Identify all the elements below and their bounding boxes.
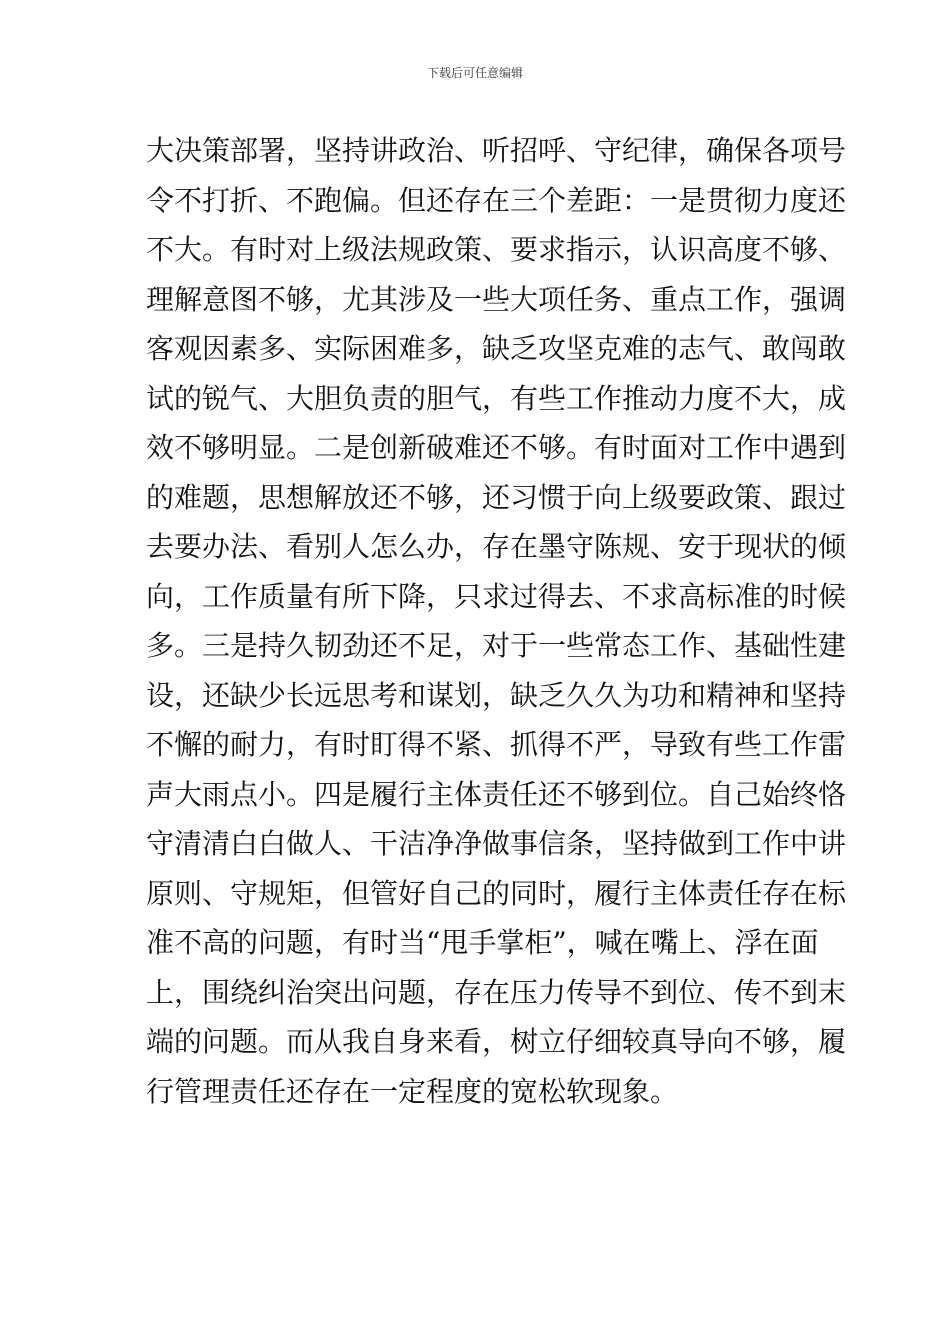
paragraph-line: 守清清白白做人、干洁净净做事信条，坚持做到工作中讲 (146, 827, 847, 860)
body-paragraph (146, 126, 847, 1116)
paragraph-line: 大决策部署，坚持讲政治、听招呼、守纪律，确保各项号 (146, 134, 847, 167)
page-header: 下载后可任意编辑 (426, 66, 523, 80)
paragraph-line: 原则、守规矩，但管好自己的同时，履行主体责任存在标 (146, 876, 847, 910)
paragraph-line: 令不打折、不跑偏。但还存在三个差距：一是贯彻力度还 (146, 183, 847, 217)
paragraph-line: 效不够明显。二是创新破难还不够。有时面对工作中遇到 (146, 431, 847, 464)
paragraph-line: 行管理责任还存在一定程度的宽松软现象。 (146, 1074, 679, 1108)
paragraph-line: 的难题，思想解放还不够，还习惯于向上级要政策、跟过 (146, 480, 847, 514)
paragraph-line: 理解意图不够，尤其涉及一些大项任务、重点工作，强调 (146, 282, 847, 316)
paragraph-line: 准不高的问题，有时当“甩手掌柜”，喊在嘴上、浮在面 (146, 926, 819, 959)
paragraph-line: 去要办法、看别人怎么办，存在墨守陈规、安于现状的倾 (146, 530, 847, 563)
paragraph-line: 多。三是持久韧劲还不足，对于一些常态工作、基础性建 (146, 629, 847, 662)
paragraph-line: 不大。有时对上级法规政策、要求指示，认识高度不够、 (146, 233, 847, 266)
paragraph-line: 端的问题。而从我自身来看，树立仔细较真导向不够，履 (146, 1025, 847, 1058)
paragraph-line: 上，围绕纠治突出问题，存在压力传导不到位、传不到末 (146, 975, 847, 1009)
paragraph-line: 客观因素多、实际困难多，缺乏攻坚克难的志气、敢闯敢 (146, 332, 847, 365)
paragraph-line: 声大雨点小。四是履行主体责任还不够到位。自己始终恪 (146, 777, 847, 811)
paragraph-line: 试的锐气、大胆负责的胆气，有些工作推动力度不大，成 (146, 381, 847, 415)
paragraph-line: 设，还缺少长远思考和谋划，缺乏久久为功和精神和坚持 (146, 678, 847, 712)
paragraph-line: 向，工作质量有所下降，只求过得去、不求高标准的时候 (146, 579, 847, 613)
paragraph-line: 不懈的耐力，有时盯得不紧、抓得不严，导致有些工作雷 (146, 728, 847, 761)
